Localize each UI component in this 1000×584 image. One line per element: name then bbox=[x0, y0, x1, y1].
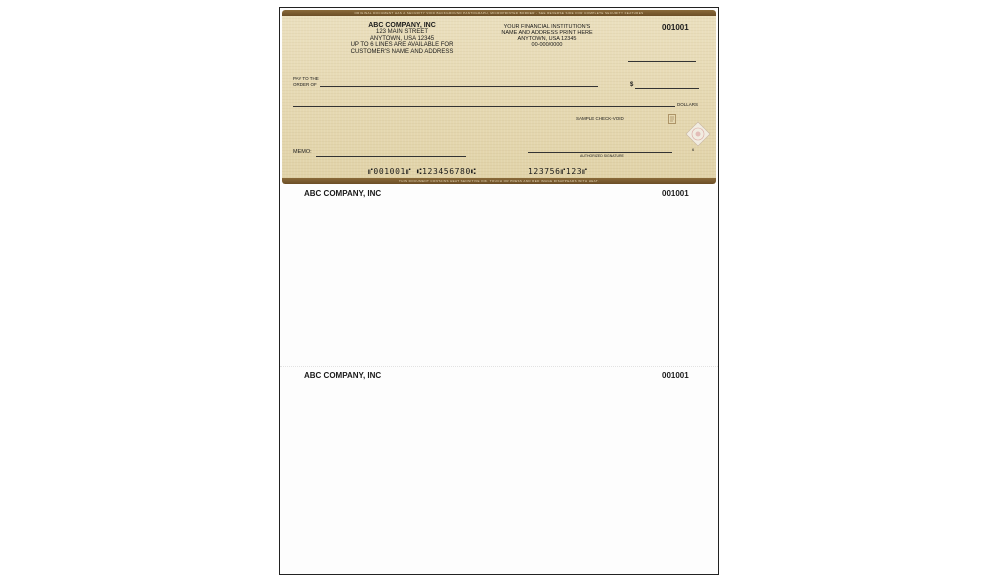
written-amount-line bbox=[293, 106, 675, 107]
bank-routing-fraction: 00-000/0000 bbox=[531, 42, 563, 48]
company-address-line: 123 MAIN STREET bbox=[375, 29, 428, 36]
bank-block bbox=[492, 24, 602, 48]
memo-line bbox=[316, 156, 466, 157]
payee-line bbox=[320, 86, 598, 87]
pay-to-label-line: PAY TO THE bbox=[293, 76, 319, 81]
stub-check-number: 001001 bbox=[662, 371, 689, 380]
check-number: 001001 bbox=[662, 23, 689, 32]
bank-line: YOUR FINANCIAL INSTITUTION'S bbox=[503, 24, 591, 30]
security-features-icon bbox=[668, 114, 676, 124]
micr-account: 123756⑈123⑈ bbox=[528, 167, 588, 176]
signature-line bbox=[528, 152, 672, 153]
company-address-line: ANYTOWN, USA 12345 bbox=[369, 35, 435, 42]
pay-to-label bbox=[293, 76, 319, 88]
date-line bbox=[628, 61, 696, 62]
stub-divider bbox=[280, 366, 718, 367]
sample-void-text: SAMPLE CHECK-VOID bbox=[576, 116, 624, 121]
dollar-sign: $ bbox=[630, 82, 634, 88]
pay-to-label-line: ORDER OF bbox=[293, 82, 317, 87]
company-name: ABC COMPANY, INC bbox=[368, 22, 436, 29]
security-band-top: ORIGINAL DOCUMENT HAS A SECURITY VOID BACKGROUND PANTOGRAPH, MICROPRINTED BORDER - SEE REVERSE SIDE FOR COMPLETE SECURITY FEATURES bbox=[282, 10, 716, 16]
bank-line: ANYTOWN, USA 12345 bbox=[517, 36, 577, 42]
check-stub bbox=[280, 186, 718, 366]
security-band-bottom: THIS DOCUMENT CONTAINS HEAT SENSITIVE INK. TOUCH OR PRESS AND RED IMAGE DISAPPEARS WITH HEAT. bbox=[282, 178, 716, 184]
company-address-line: CUSTOMER'S NAME AND ADDRESS bbox=[350, 48, 454, 55]
company-block bbox=[342, 23, 462, 55]
bank-line: NAME AND ADDRESS PRINT HERE bbox=[501, 30, 593, 36]
memo-label: MEMO: bbox=[293, 149, 312, 155]
check-sheet bbox=[279, 7, 719, 575]
heat-sensitive-seal-icon bbox=[685, 121, 711, 147]
seal-caption: 6 bbox=[692, 147, 695, 152]
company-address-line: UP TO 6 LINES ARE AVAILABLE FOR bbox=[350, 42, 454, 49]
stub-company-name: ABC COMPANY, INC bbox=[304, 189, 382, 198]
micr-check-routing: ⑈001001⑈ ⑆123456780⑆ bbox=[368, 167, 477, 176]
amount-line bbox=[635, 88, 699, 89]
signature-label: AUTHORIZED SIGNATURE bbox=[580, 154, 624, 158]
stub-company-name: ABC COMPANY, INC bbox=[304, 371, 382, 380]
check-face bbox=[282, 10, 716, 184]
stub-check-number: 001001 bbox=[662, 189, 689, 198]
dollars-label: DOLLARS bbox=[677, 102, 699, 107]
check-stub bbox=[280, 368, 718, 548]
